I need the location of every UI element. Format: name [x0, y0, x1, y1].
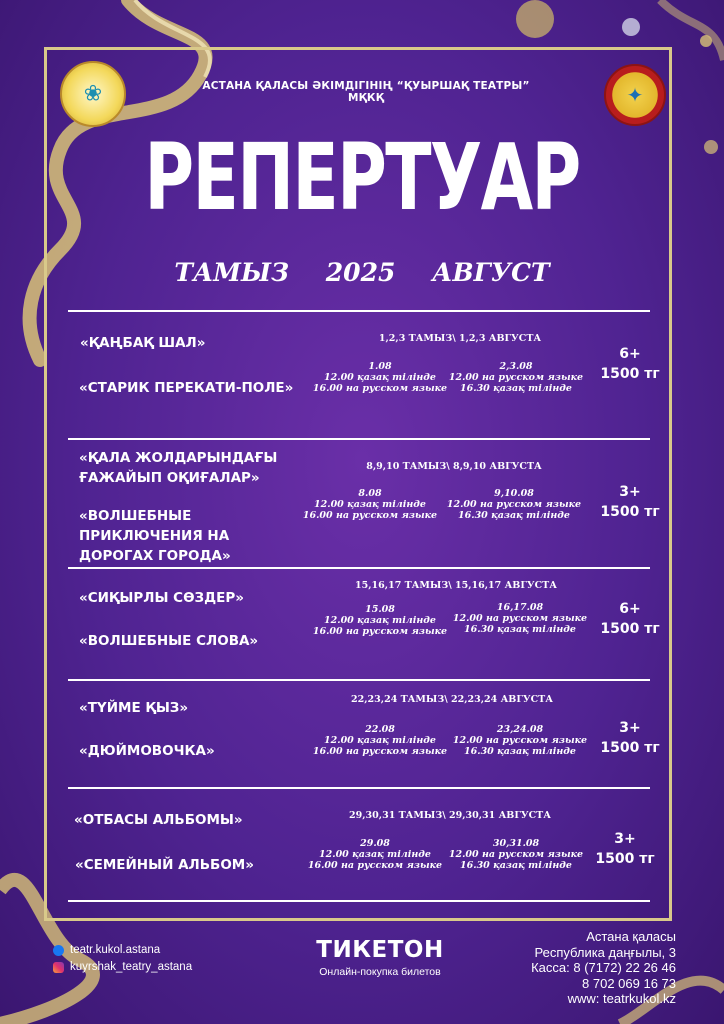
schedule-line: 12.00 на русском языке — [452, 735, 588, 746]
divider — [68, 787, 650, 789]
page-title: РЕПЕРТУАР — [144, 124, 580, 231]
show-dates: 8,9,10 ТАМЫЗ\ 8,9,10 АВГУСТА — [366, 461, 542, 472]
show-title-kz: «СИҚЫРЛЫ СӨЗДЕР» — [79, 590, 245, 606]
schedule-date: 29.08 — [360, 838, 390, 849]
facebook-icon — [53, 945, 64, 956]
schedule-left — [310, 604, 450, 637]
schedule-line: 12.00 қазақ тілінде — [324, 735, 436, 746]
schedule-line: 16.30 қазақ тілінде — [464, 624, 576, 635]
facebook-link[interactable] — [53, 944, 160, 956]
schedule-line: 16.00 на русском языке — [312, 626, 448, 637]
ticket-price: 1500 тг — [600, 366, 660, 382]
show-title-ru: «СТАРИК ПЕРЕКАТИ-ПОЛЕ» — [79, 380, 294, 396]
contact-city: Астана қаласы — [586, 929, 676, 944]
decorative-dot — [704, 140, 718, 154]
schedule-line: 12.00 на русском языке — [448, 849, 584, 860]
schedule-left — [310, 724, 450, 757]
ticket-price: 1500 тг — [600, 621, 660, 637]
show-title-kz: «ТҮЙМЕ ҚЫЗ» — [79, 700, 189, 716]
show-title-kz-line: «ҚАЛА ЖОЛДАРЫНДАҒЫ — [79, 450, 278, 466]
show-title-ru-line: «ВОЛШЕБНЫЕ — [79, 508, 192, 524]
show-dates: 15,16,17 ТАМЫЗ\ 15,16,17 АВГУСТА — [355, 580, 557, 591]
schedule-date: 8.08 — [358, 488, 382, 499]
contact-block — [531, 929, 676, 1007]
schedule-date: 22.08 — [365, 724, 395, 735]
age-rating: 3+ — [614, 831, 636, 847]
schedule-date: 9,10.08 — [494, 488, 534, 499]
schedule-line: 16.30 қазақ тілінде — [460, 860, 572, 871]
age-price — [590, 599, 670, 639]
show-title-ru: «ДЮЙМОВОЧКА» — [79, 743, 215, 759]
show-title-ru: «СЕМЕЙНЫЙ АЛЬБОМ» — [75, 857, 254, 873]
age-price — [590, 344, 670, 384]
show-title-ru-line: ПРИКЛЮЧЕНИЯ НА — [79, 528, 230, 544]
schedule-line: 12.00 қазақ тілінде — [319, 849, 431, 860]
schedule-line: 12.00 қазақ тілінде — [324, 615, 436, 626]
ticket-price: 1500 тг — [600, 740, 660, 756]
theatre-emblem-icon: ❀ — [83, 81, 103, 107]
show-dates: 29,30,31 ТАМЫЗ\ 29,30,31 АВГУСТА — [349, 810, 551, 821]
ticketon-tagline: Онлайн-покупка билетов — [319, 966, 441, 978]
divider — [68, 310, 650, 312]
schedule-date: 1.08 — [368, 361, 392, 372]
show-title-kz: «ҚАҢБАҚ ШАЛ» — [80, 335, 206, 351]
ticketon-name: ТИКЕТОН — [316, 937, 444, 963]
instagram-link[interactable] — [53, 961, 192, 973]
month-ru: АВГУСТ — [432, 258, 550, 287]
schedule-date: 23,24.08 — [496, 724, 544, 735]
schedule-left — [305, 838, 445, 871]
schedule-right — [450, 602, 590, 635]
divider — [68, 900, 650, 902]
schedule-line: 12.00 на русском языке — [448, 372, 584, 383]
schedule-line: 16.30 қазақ тілінде — [460, 383, 572, 394]
ticket-price: 1500 тг — [600, 504, 660, 520]
divider — [68, 567, 650, 569]
schedule-line: 16.00 на русском языке — [312, 746, 448, 757]
schedule-left — [300, 488, 440, 521]
decorative-dot — [516, 0, 554, 38]
schedule-right — [446, 361, 586, 394]
schedule-line: 12.00 на русском языке — [446, 499, 582, 510]
ticket-price: 1500 тг — [595, 851, 655, 867]
contact-website[interactable]: www: teatrkukol.kz — [567, 991, 676, 1006]
schedule-date: 15.08 — [365, 604, 395, 615]
schedule-date: 16,17.08 — [496, 602, 544, 613]
schedule-line: 16.00 на русском языке — [302, 510, 438, 521]
schedule-date: 30,31.08 — [492, 838, 540, 849]
age-price — [590, 718, 670, 758]
instagram-icon — [53, 962, 64, 973]
decorative-dot — [700, 35, 712, 47]
organization-name: АСТАНА ҚАЛАСЫ ӘКІМДІГІНІҢ “ҚУЫРШАҚ ТЕАТРЫ” МҚКҚ — [202, 80, 530, 104]
schedule-line: 12.00 на русском языке — [452, 613, 588, 624]
schedule-line: 16.30 қазақ тілінде — [464, 746, 576, 757]
show-title-ru: «ВОЛШЕБНЫЕ СЛОВА» — [79, 633, 259, 649]
divider — [68, 438, 650, 440]
show-title-ru — [79, 506, 231, 566]
astana-emblem-logo — [604, 64, 666, 126]
show-title-ru-line: ДОРОГАХ ГОРОДА» — [79, 548, 231, 564]
contact-phone: 8 702 069 16 73 — [582, 975, 676, 991]
show-dates: 1,2,3 ТАМЫЗ\ 1,2,3 АВГУСТА — [378, 333, 542, 344]
contact-street: Республика даңғылы, 3 — [534, 944, 676, 960]
month-kz: ТАМЫЗ — [174, 258, 290, 287]
show-title-kz-line: ҒАЖАЙЫП ОҚИҒАЛАР» — [79, 470, 260, 486]
year: 2025 — [325, 258, 396, 287]
schedule-line: 12.00 қазақ тілінде — [314, 499, 426, 510]
age-price — [585, 829, 665, 869]
schedule-line: 12.00 қазақ тілінде — [324, 372, 436, 383]
schedule-left — [310, 361, 450, 394]
ticketon-logo[interactable] — [316, 939, 444, 978]
schedule-line: 16.30 қазақ тілінде — [458, 510, 570, 521]
facebook-handle: teatr.kukol.astana — [70, 944, 161, 956]
divider — [68, 679, 650, 681]
schedule-line: 16.00 на русском языке — [312, 383, 448, 394]
age-rating: 6+ — [619, 346, 641, 362]
schedule-date: 2,3.08 — [499, 361, 533, 372]
month-heading — [0, 258, 724, 287]
show-title-kz — [79, 448, 277, 488]
show-dates: 22,23,24 ТАМЫЗ\ 22,23,24 АВГУСТА — [351, 694, 553, 705]
instagram-handle: kuyrshak_teatry_astana — [70, 961, 193, 973]
contact-phone: Касса: 8 (7172) 22 26 46 — [531, 960, 676, 975]
age-price — [590, 482, 670, 522]
age-rating: 3+ — [619, 720, 641, 736]
decorative-dot — [622, 18, 640, 36]
emblem-icon: ✦ — [626, 83, 644, 107]
show-title-kz: «ОТБАСЫ АЛЬБОМЫ» — [74, 812, 243, 828]
schedule-right — [446, 838, 586, 871]
schedule-right — [444, 488, 584, 521]
age-rating: 6+ — [619, 601, 641, 617]
schedule-line: 16.00 на русском языке — [307, 860, 443, 871]
age-rating: 3+ — [619, 484, 641, 500]
schedule-right — [450, 724, 590, 757]
theatre-logo — [60, 61, 126, 127]
